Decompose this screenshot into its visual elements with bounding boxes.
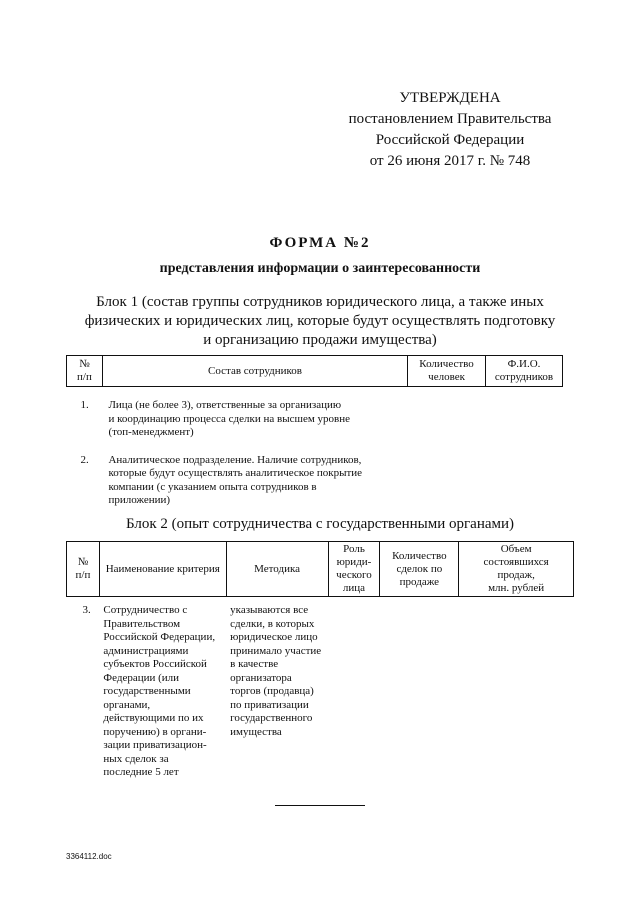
row-fio: [486, 454, 563, 508]
form-title: ФОРМА №2: [269, 235, 371, 251]
row-fio: [486, 387, 563, 454]
header-role-line: лица: [342, 582, 366, 594]
table-row: [67, 387, 563, 454]
header-method: Методика: [226, 542, 328, 597]
table-row: [67, 597, 574, 780]
criterion-line: зации приватизацион-: [103, 739, 207, 751]
header-count-line: человек: [428, 371, 465, 383]
approval-title: УТВЕРЖДЕНА: [399, 90, 501, 106]
header-num: [67, 356, 103, 387]
row-text-line: компании (с указанием опыта сотрудников в: [108, 480, 317, 493]
criterion-line: субъектов Российской: [103, 658, 207, 670]
header-volume: [459, 542, 574, 597]
header-role: [328, 542, 380, 597]
criterion-line: администрациями: [103, 644, 189, 657]
header-count-line: Количество: [419, 358, 474, 370]
block1-heading-line: и организацию продажи имущества): [203, 332, 437, 348]
row-role: [328, 597, 380, 780]
block2-header-row: [67, 542, 574, 597]
row-text-line: (топ-менеджмент): [108, 426, 194, 438]
row-staff-text: [102, 387, 407, 454]
header-role-line: юриди-: [336, 556, 372, 568]
method-line: принимало участие: [230, 644, 322, 657]
criterion-line: поручению) в органи-: [103, 725, 207, 738]
row-text-line: которые будут осуществлять аналитическое покрытие: [108, 467, 363, 479]
block2-heading: Блок 2 (опыт сотрудничества с государственными органами): [125, 516, 515, 532]
footer-file-name: 3364112.doc: [66, 852, 112, 861]
criterion-line: Российской Федерации,: [103, 631, 216, 643]
criterion-line: Правительством: [103, 617, 181, 630]
form-subtitle: представления информации о заинтересованности: [159, 261, 481, 276]
header-num-line: №: [79, 358, 90, 370]
method-line: имущества: [230, 725, 282, 738]
approval-decree: постановлением Правительства: [348, 111, 552, 127]
row-number: 2.: [80, 453, 89, 466]
header-role-line: ческого: [336, 569, 372, 581]
header-volume-line: состоявшихся: [483, 556, 549, 568]
criterion-line: государственными: [103, 685, 191, 697]
row-text-line: приложении): [108, 494, 171, 506]
row-method: [226, 597, 328, 780]
header-staff: Состав сотрудников: [102, 356, 407, 387]
criterion-line: действующими по их: [103, 712, 204, 724]
row-deals: [380, 597, 459, 780]
approval-date-number: от 26 июня 2017 г. № 748: [369, 153, 531, 169]
header-num-line: п/п: [77, 371, 92, 383]
method-line: государственного: [230, 712, 313, 724]
header-deals-line: сделок по: [396, 562, 443, 575]
row-text-line: Аналитическое подразделение. Наличие сотрудников,: [108, 453, 362, 466]
method-line: в качестве: [230, 658, 279, 670]
block1-table: [66, 355, 563, 508]
header-fio-line: Ф.И.О.: [507, 358, 541, 370]
header-deals-line: продаже: [399, 575, 440, 588]
block1-heading: [60, 293, 580, 350]
block1-heading-line: Блок 1 (состав группы сотрудников юридического лица, а также иных: [96, 294, 544, 310]
header-num: [67, 542, 100, 597]
header-num-line: п/п: [75, 569, 91, 581]
row-count: [408, 454, 486, 508]
header-count: [408, 356, 486, 387]
criterion-line: Сотрудничество с: [103, 604, 188, 616]
approval-government: Российской Федерации: [375, 132, 525, 148]
method-line: торгов (продавца): [230, 685, 314, 697]
block1-header-row: [67, 356, 563, 387]
header-volume-line: млн. рублей: [488, 582, 545, 594]
method-line: сделки, в которых: [230, 617, 315, 630]
header-deals: [380, 542, 459, 597]
criterion-line: органами,: [103, 698, 151, 711]
method-line: юридическое лицо: [230, 631, 318, 643]
row-volume: [459, 597, 574, 780]
header-num-line: №: [77, 556, 89, 568]
row-criterion: [99, 597, 226, 780]
criterion-line: Федерации (или: [103, 671, 180, 684]
row-number: 1.: [80, 399, 89, 411]
method-line: указываются все: [230, 604, 309, 616]
row-count: [408, 387, 486, 454]
header-role-line: Роль: [343, 543, 365, 555]
block2-table: [66, 541, 574, 780]
approval-block: [300, 88, 600, 172]
table-row: [67, 454, 563, 508]
method-line: по приватизации: [230, 698, 309, 711]
criterion-line: последние 5 лет: [103, 766, 179, 778]
block1-heading-line: физических и юридических лиц, которые будут осуществлять подготовку: [84, 313, 556, 329]
method-line: организатора: [230, 671, 292, 684]
header-criterion: Наименование критерия: [99, 542, 226, 597]
header-volume-line: продаж,: [497, 569, 535, 581]
criterion-line: ных сделок за: [103, 752, 169, 765]
header-fio-line: сотрудников: [494, 371, 554, 383]
header-volume-line: Объем: [500, 543, 532, 555]
row-number: 3.: [82, 604, 91, 616]
header-deals-line: Количество: [392, 549, 447, 562]
row-staff-text: [102, 454, 407, 508]
header-fio: [486, 356, 563, 387]
row-text-line: Лица (не более 3), ответственные за организацию: [108, 399, 342, 411]
signature-line: [275, 805, 365, 806]
row-text-line: и координацию процесса сделки на высшем уровне: [108, 412, 351, 425]
